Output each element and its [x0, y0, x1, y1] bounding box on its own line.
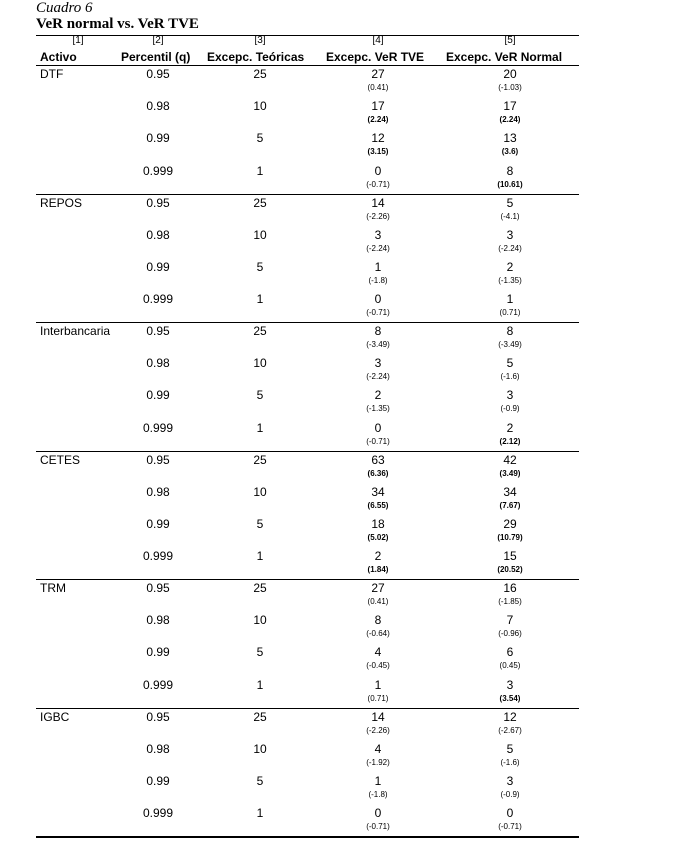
tve-t-stat: (-0.64) [366, 629, 390, 639]
asset-label: Interbancaria [40, 324, 111, 338]
normal-exceptions-cell: 3 [506, 677, 514, 692]
normal-exceptions-cell: 5 [506, 741, 514, 756]
normal-t-stat: (-0.9) [500, 789, 520, 799]
theoretical-exceptions-cell: 5 [256, 773, 264, 788]
percentile-cell: 0.99 [146, 645, 170, 660]
percentile-cell: 0.95 [146, 452, 170, 467]
theoretical-exceptions-cell: 25 [253, 709, 267, 724]
theoretical-exceptions-cell: 1 [256, 420, 264, 435]
theoretical-exceptions-cell: 25 [253, 195, 267, 210]
tve-exceptions-cell: 0 [374, 292, 382, 307]
normal-exceptions-cell: 5 [506, 195, 514, 210]
tve-exceptions-cell: 14 [371, 195, 385, 210]
normal-exceptions-cell: 3 [506, 773, 514, 788]
normal-exceptions-cell: 29 [503, 516, 517, 531]
normal-t-stat: (7.67) [499, 500, 521, 510]
percentile-cell: 0.95 [146, 709, 170, 724]
tve-exceptions-cell: 63 [371, 452, 385, 467]
theoretical-exceptions-cell: 1 [256, 677, 264, 692]
normal-t-stat: (-3.49) [498, 340, 522, 349]
tve-t-stat: (-3.49) [366, 340, 390, 349]
tve-t-stat: (-2.24) [366, 372, 390, 382]
normal-t-stat: (-1.6) [500, 757, 520, 767]
normal-exceptions-cell: 20 [503, 67, 517, 81]
tve-exceptions-cell: 0 [374, 806, 382, 821]
column-number-5: [5] [504, 35, 516, 46]
tve-t-stat: (-0.71) [366, 436, 390, 446]
tve-t-stat: (-2.26) [366, 211, 390, 221]
normal-exceptions-cell: 0 [506, 806, 514, 821]
normal-t-stat: (-2.24) [498, 243, 522, 253]
normal-t-stat: (3.49) [499, 468, 521, 478]
bottom-rule [36, 836, 579, 838]
tve-t-stat: (-1.92) [366, 757, 390, 767]
percentile-cell: 0.95 [146, 581, 170, 595]
header-percentil: Percentil (q) [121, 50, 191, 64]
normal-exceptions-cell: 6 [506, 645, 514, 660]
normal-t-stat: (-1.6) [500, 372, 520, 382]
percentile-cell: 0.95 [146, 67, 170, 81]
theoretical-exceptions-cell: 10 [253, 741, 267, 756]
tve-exceptions-cell: 14 [371, 709, 385, 724]
theoretical-exceptions-cell: 5 [256, 259, 264, 274]
tve-exceptions-cell: 0 [374, 163, 382, 178]
tve-exceptions-cell: 18 [371, 516, 385, 531]
percentile-cell: 0.999 [142, 549, 174, 564]
tve-t-stat: (6.36) [367, 468, 389, 478]
normal-t-stat: (-1.03) [498, 83, 522, 92]
theoretical-exceptions-cell: 25 [253, 581, 267, 595]
group-separator [36, 322, 579, 323]
normal-t-stat: (10.79) [497, 532, 523, 542]
tve-exceptions-cell: 12 [371, 131, 385, 146]
header-excepc-ver-tve: Excepc. VeR TVE [326, 50, 425, 64]
percentile-cell: 0.99 [146, 388, 170, 403]
theoretical-exceptions-cell: 1 [256, 163, 264, 178]
theoretical-exceptions-cell: 5 [256, 131, 264, 146]
tve-exceptions-cell: 4 [374, 645, 382, 660]
tve-exceptions-cell: 1 [374, 259, 382, 274]
theoretical-exceptions-cell: 1 [256, 806, 264, 821]
normal-exceptions-cell: 42 [503, 452, 517, 467]
normal-t-stat: (-1.35) [498, 275, 522, 285]
tve-exceptions-cell: 2 [374, 388, 382, 403]
tve-exceptions-cell: 0 [374, 420, 382, 435]
asset-label: TRM [40, 581, 66, 595]
tve-t-stat: (-2.24) [366, 243, 390, 253]
tve-exceptions-cell: 2 [374, 549, 382, 564]
tve-t-stat: (-1.8) [368, 275, 388, 285]
percentile-cell: 0.99 [146, 259, 170, 274]
percentile-cell: 0.999 [142, 677, 174, 692]
column-number-1: [1] [72, 35, 84, 46]
tve-exceptions-cell: 8 [374, 324, 382, 338]
tve-t-stat: (-1.35) [366, 404, 390, 414]
tve-exceptions-cell: 4 [374, 741, 382, 756]
theoretical-exceptions-cell: 10 [253, 613, 267, 628]
normal-exceptions-cell: 8 [506, 324, 514, 338]
percentile-cell: 0.95 [146, 195, 170, 210]
tve-exceptions-cell: 3 [374, 227, 382, 242]
theoretical-exceptions-cell: 10 [253, 356, 267, 371]
tve-exceptions-cell: 27 [371, 67, 385, 81]
percentile-cell: 0.999 [142, 292, 174, 307]
normal-exceptions-cell: 17 [503, 99, 517, 114]
normal-exceptions-cell: 12 [503, 709, 517, 724]
column-number-4: [4] [372, 35, 384, 46]
column-number-2: [2] [152, 35, 164, 46]
asset-label: REPOS [40, 195, 83, 210]
normal-exceptions-cell: 16 [503, 581, 517, 595]
normal-t-stat: (0.71) [499, 308, 521, 318]
header-excepc-teoricas: Excepc. Teóricas [207, 50, 305, 64]
percentile-cell: 0.98 [146, 227, 170, 242]
percentile-cell: 0.98 [146, 484, 170, 499]
tve-exceptions-cell: 1 [374, 773, 382, 788]
group-separator [36, 194, 579, 195]
percentile-cell: 0.95 [146, 324, 170, 338]
normal-t-stat: (-0.71) [498, 822, 522, 832]
theoretical-exceptions-cell: 1 [256, 549, 264, 564]
normal-exceptions-cell: 1 [506, 292, 514, 307]
percentile-cell: 0.99 [146, 131, 170, 146]
percentile-cell: 0.999 [142, 806, 174, 821]
tve-exceptions-cell: 34 [371, 484, 385, 499]
theoretical-exceptions-cell: 25 [253, 324, 267, 338]
asset-label: IGBC [40, 709, 70, 724]
theoretical-exceptions-cell: 10 [253, 484, 267, 499]
tve-exceptions-cell: 17 [371, 99, 385, 114]
table-caption: Cuadro 6 [36, 0, 93, 16]
tve-t-stat: (0.71) [367, 693, 389, 703]
theoretical-exceptions-cell: 25 [253, 67, 267, 81]
theoretical-exceptions-cell: 5 [256, 388, 264, 403]
normal-t-stat: (-0.9) [500, 404, 520, 414]
header-activo: Activo [40, 50, 77, 64]
normal-exceptions-cell: 7 [506, 613, 514, 628]
theoretical-exceptions-cell: 10 [253, 99, 267, 114]
tve-t-stat: (0.41) [367, 597, 389, 606]
tve-t-stat: (-0.71) [366, 179, 390, 189]
header-excepc-ver-normal: Excepc. VeR Normal [446, 50, 563, 64]
theoretical-exceptions-cell: 10 [253, 227, 267, 242]
tve-t-stat: (-2.26) [366, 725, 390, 735]
normal-t-stat: (2.24) [499, 115, 521, 125]
percentile-cell: 0.999 [142, 420, 174, 435]
tve-t-stat: (5.02) [367, 532, 389, 542]
normal-t-stat: (0.45) [499, 661, 521, 671]
percentile-cell: 0.99 [146, 773, 170, 788]
tve-t-stat: (3.15) [367, 147, 389, 157]
normal-exceptions-cell: 34 [503, 484, 517, 499]
tve-t-stat: (6.55) [367, 500, 389, 510]
header-rule [36, 65, 579, 66]
theoretical-exceptions-cell: 5 [256, 516, 264, 531]
normal-t-stat: (-0.96) [498, 629, 522, 639]
normal-t-stat: (2.12) [499, 436, 521, 446]
normal-exceptions-cell: 2 [506, 259, 514, 274]
normal-t-stat: (-4.1) [500, 211, 520, 221]
normal-t-stat: (-2.67) [498, 725, 522, 735]
tve-t-stat: (1.84) [367, 565, 389, 575]
percentile-cell: 0.98 [146, 356, 170, 371]
theoretical-exceptions-cell: 1 [256, 292, 264, 307]
tve-t-stat: (0.41) [367, 83, 389, 92]
normal-exceptions-cell: 5 [506, 356, 514, 371]
tve-exceptions-cell: 27 [371, 581, 385, 595]
normal-exceptions-cell: 15 [503, 549, 517, 564]
normal-t-stat: (20.52) [497, 565, 523, 575]
normal-t-stat: (-1.85) [498, 597, 522, 606]
tve-exceptions-cell: 1 [374, 677, 382, 692]
tve-t-stat: (-0.45) [366, 661, 390, 671]
column-number-3: [3] [254, 35, 266, 46]
percentile-cell: 0.999 [142, 163, 174, 178]
asset-label: DTF [40, 67, 64, 81]
normal-exceptions-cell: 3 [506, 227, 514, 242]
percentile-cell: 0.98 [146, 741, 170, 756]
normal-exceptions-cell: 8 [506, 163, 514, 178]
percentile-cell: 0.98 [146, 99, 170, 114]
group-separator [36, 579, 579, 580]
theoretical-exceptions-cell: 25 [253, 452, 267, 467]
normal-t-stat: (3.6) [501, 147, 519, 157]
normal-t-stat: (10.61) [497, 179, 523, 189]
table-title: VeR normal vs. VeR TVE [36, 16, 199, 32]
tve-t-stat: (-0.71) [366, 308, 390, 318]
group-separator [36, 451, 579, 452]
tve-t-stat: (-1.8) [368, 789, 388, 799]
tve-t-stat: (-0.71) [366, 822, 390, 832]
percentile-cell: 0.99 [146, 516, 170, 531]
tve-t-stat: (2.24) [367, 115, 389, 125]
normal-exceptions-cell: 13 [503, 131, 517, 146]
normal-exceptions-cell: 2 [506, 420, 514, 435]
normal-t-stat: (3.54) [499, 693, 521, 703]
tve-exceptions-cell: 8 [374, 613, 382, 628]
tve-exceptions-cell: 3 [374, 356, 382, 371]
group-separator [36, 708, 579, 709]
percentile-cell: 0.98 [146, 613, 170, 628]
theoretical-exceptions-cell: 5 [256, 645, 264, 660]
asset-label: CETES [40, 452, 81, 467]
normal-exceptions-cell: 3 [506, 388, 514, 403]
